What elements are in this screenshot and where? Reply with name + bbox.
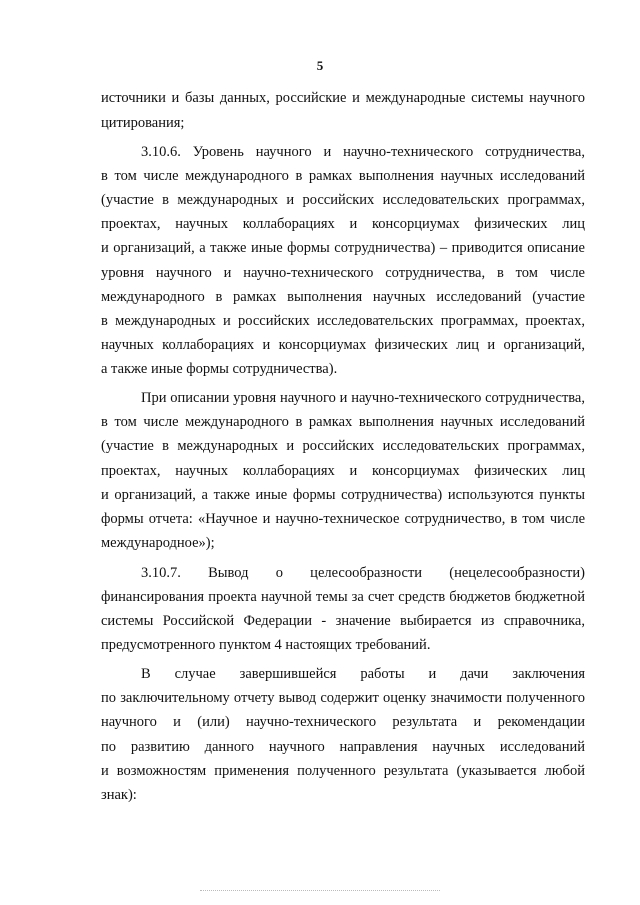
text-line: (участие в международных и российских исследовательских программах,: [101, 192, 585, 208]
text-line: в международных и российских исследовательских программах, проектах,: [101, 313, 585, 329]
text-line: в том числе международного в рамках выполнения научных исследований: [101, 168, 585, 184]
text-line: проектах, научных коллаборациях и консорциумах физических лиц: [101, 216, 585, 232]
text-line: источники и базы данных, российские и международные системы научного: [101, 90, 585, 106]
text-line: по заключительному отчету вывод содержит оценку значимости полученного: [101, 690, 585, 706]
text-line: проектах, научных коллаборациях и консорциумах физических лиц: [101, 463, 585, 479]
text-line: предусмотренного пунктом 4 настоящих требований.: [101, 637, 431, 653]
text-line: (участие в международных и российских исследовательских программах,: [101, 438, 585, 454]
text-line: знак):: [101, 787, 137, 803]
paragraph-start: В случае завершившейся работы и дачи заключения: [141, 666, 585, 682]
text-line: и возможностям применения полученного результата (указывается любой: [101, 763, 585, 779]
text-line: по развитию данного научного направления научных исследований: [101, 739, 585, 755]
text-line: цитирования;: [101, 115, 185, 131]
text-line: системы Российской Федерации - значение выбирается из справочника,: [101, 613, 585, 629]
text-line: в том числе международного в рамках выполнения научных исследований: [101, 414, 585, 430]
text-line: и организаций, а также иные формы сотрудничества) используются пункты: [101, 487, 585, 503]
clause-3-10-7: 3.10.7. Вывод о целесообразности (нецелесообразности): [141, 565, 585, 581]
text-line: формы отчета: «Научное и научно-техническое сотрудничество, в том числе: [101, 511, 585, 527]
text-line: международное»);: [101, 535, 215, 551]
text-line: научного и (или) научно-технического результата и рекомендации: [101, 714, 585, 730]
page-number: 5: [316, 58, 324, 73]
text-line: а также иные формы сотрудничества).: [101, 361, 338, 377]
text-line: и организаций, а также иные формы сотрудничества) – приводится описание: [101, 240, 585, 256]
text-line: международного в рамках выполнения научных исследований (участие: [101, 289, 585, 305]
clause-3-10-6: 3.10.6. Уровень научного и научно-технического сотрудничества,: [141, 144, 585, 160]
paragraph-start: При описании уровня научного и научно-технического сотрудничества,: [141, 390, 585, 406]
text-line: финансирования проекта научной темы за счет средств бюджетов бюджетной: [101, 589, 585, 605]
text-line: научных коллаборациях и консорциумах физических лиц и организаций,: [101, 337, 585, 353]
text-line: уровня научного и научно-технического сотрудничества, в том числе: [101, 265, 585, 281]
scan-artifact-line: [200, 890, 440, 891]
